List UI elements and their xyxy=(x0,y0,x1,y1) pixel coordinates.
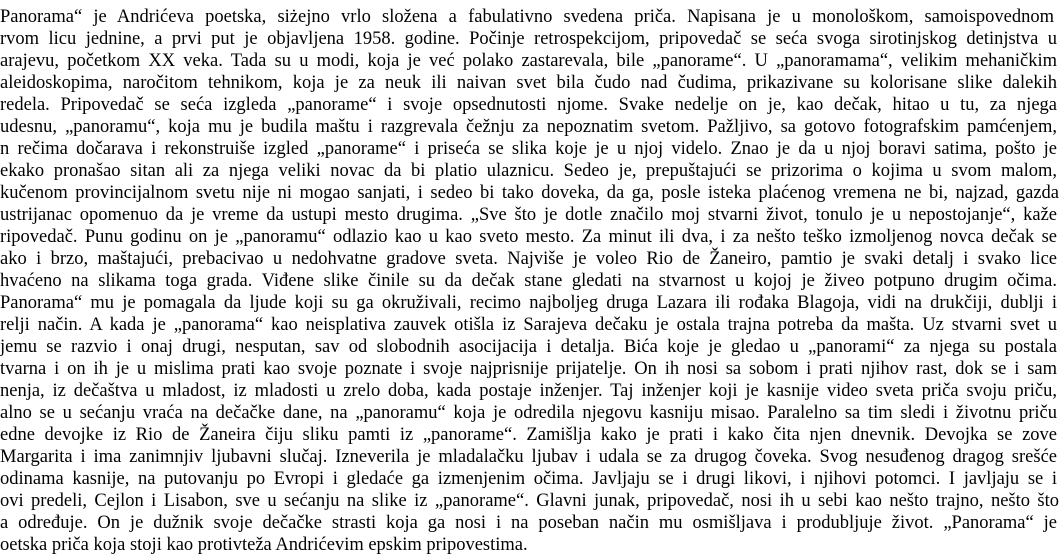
text-line: alno se u sećanju vraća na dečačke dane, na „panoramu“ koja je odredila njegovu kasniju misao. Paralelno sa tim sledi i životnu priču xyxy=(0,403,1057,423)
text-line: Margarita i ima zanimnjiv ljubavni slučaj. Izneverila je mladalačku ljubav i udala se za drugog čoveka. Svog nesuđenog dragog srešće xyxy=(0,447,1057,467)
text-line: relji način. A kada je „panorama“ kao neisplativa zauvek otišla iz Sarajeva dečaku je ostala trajna potreba da mašta. Uz stvarni svet u xyxy=(0,315,1057,335)
text-line: nenja, iz dečaštva u mladost, iz mladosti u zrelo doba, kada postaje inženjer. Taj inženjer koji je kasnije video sveta priča svoju priču, xyxy=(0,381,1057,401)
text-line: n rečima dočarava i rekonstruiše izgled „panorame“ i priseća se slika koje je u njoj videlo. Znao je da u njoj boravi satima, pošto je xyxy=(0,139,1057,159)
text-line: udesnu, „panoramu“, koja mu je budila maštu i razgrevala čežnju za nepoznatim svetom. Pažljivo, sa gotovo fotografskim pamćenjem, xyxy=(0,117,1057,137)
text-line: arajevu, početkom XX veka. Tada su u modi, koja je već polako zastarevala, bile „panorame“. U „panoramama“, velikim mehaničkim xyxy=(0,51,1057,71)
text-line: rvom licu jednine, a prvi put je objavljena 1958. godine. Počinje retrospekcijom, pripovedač se seća svoga sirotinjskog detinjstva u xyxy=(0,29,1057,49)
text-line: odinama kasnije, na putovanju po Evropi i gledaće ga izmenjenim očima. Javljaju se i drugi likovi, i njihovi potomci. I javljaju se i xyxy=(0,469,1057,489)
text-line: a određuje. On je dužnik svoje dečačke strasti koja ga nosi i na poseban način mu osmišljava i produbljuje život. „Panorama“ je xyxy=(0,513,1057,533)
text-line: ustrijanac opomenuo da je vreme da ustupi mesto drugima. „Sve što je dotle značilo moj stvarni život, tonulo je u nepostojanje“, kaže xyxy=(0,205,1057,225)
text-line: aleidoskopima, naročitom tehnikom, koja je za neuk ili naivan svet bila čudo nad čudima, prikazivane su kolorisane slike dalekih xyxy=(0,73,1057,93)
text-line: edne devojke iz Rio de Žaneira čiju sliku pamti iz „panorame“. Zamišlja kako je prati i kako čita njen dnevnik. Devojka se zove xyxy=(0,425,1057,445)
text-line: hvaćeno na slikama toga grada. Viđene slike činile su da dečak stane gledati na stvarnost u kojoj je živeo potpuno drugim očima. xyxy=(0,271,1057,291)
text-line: tvarna i on ih je u mislima prati kao svoje poznate i svoje najprisnije prijatelje. On ih nosi sa sobom i prati njihov rast, dok se i sam xyxy=(0,359,1057,379)
text-line: ako i brzo, maštajući, prebacivao u nedohvatne gradove sveta. Najviše je voleo Rio de Žaneiro, pamtio je svaki detalj i svako lice xyxy=(0,249,1057,269)
text-line: ovi predeli, Cejlon i Lisabon, sve u sećanju na slike iz „panorame“. Glavni junak, pripovedač, nosi ih u sebi kao nešto trajno, nešto što xyxy=(0,491,1059,511)
text-line: Panorama“ je Andrićeva poetska, siżejno vrlo složena a fabulativno svedena priča. Napisana je u monološkom, samoispovednom xyxy=(0,7,1054,27)
text-line: Panorama“ mu je pomagala da ljude koji su ga okruživali, recimo najboljeg druga Lazara ili rođaka Blagoja, vidi na drukčiji, dublji i xyxy=(0,293,1057,313)
text-line: ekako pronašao sitan ali za njega veliki novac da bi platio ulaznicu. Sedeo je, prepuštajući se prizorima o kojima u svom malom, xyxy=(0,161,1057,181)
text-line: jemu se razvio i onaj drugi, nesputan, sav od slobodnih asocijacija i detalja. Bića koje je gledao u „panorami“ za njega su postala xyxy=(0,337,1057,357)
text-line: redela. Pripovedač se seća izgleda „panorame“ i svoje opsednutosti njome. Svake nedelje on je, kao dečak, hitao u tu, za njega xyxy=(0,95,1057,115)
text-line-last: oetska priča koja stoji kao protivteža Andrićevim epskim pripovestima. xyxy=(0,535,528,555)
text-line: kučenom provincijalnom svetu nije ni mogao sanjati, i sedeo bi tako doveka, da ga, posle isteka plaćenog vremena ne bi, najzad, gazda xyxy=(0,183,1059,203)
text-line: ripovedač. Punu godinu on je „panoramu“ odlazio kao u kao sveto mesto. Za minut ili dva, i za nešto teško izmoljenog novca dečak se xyxy=(0,227,1057,247)
